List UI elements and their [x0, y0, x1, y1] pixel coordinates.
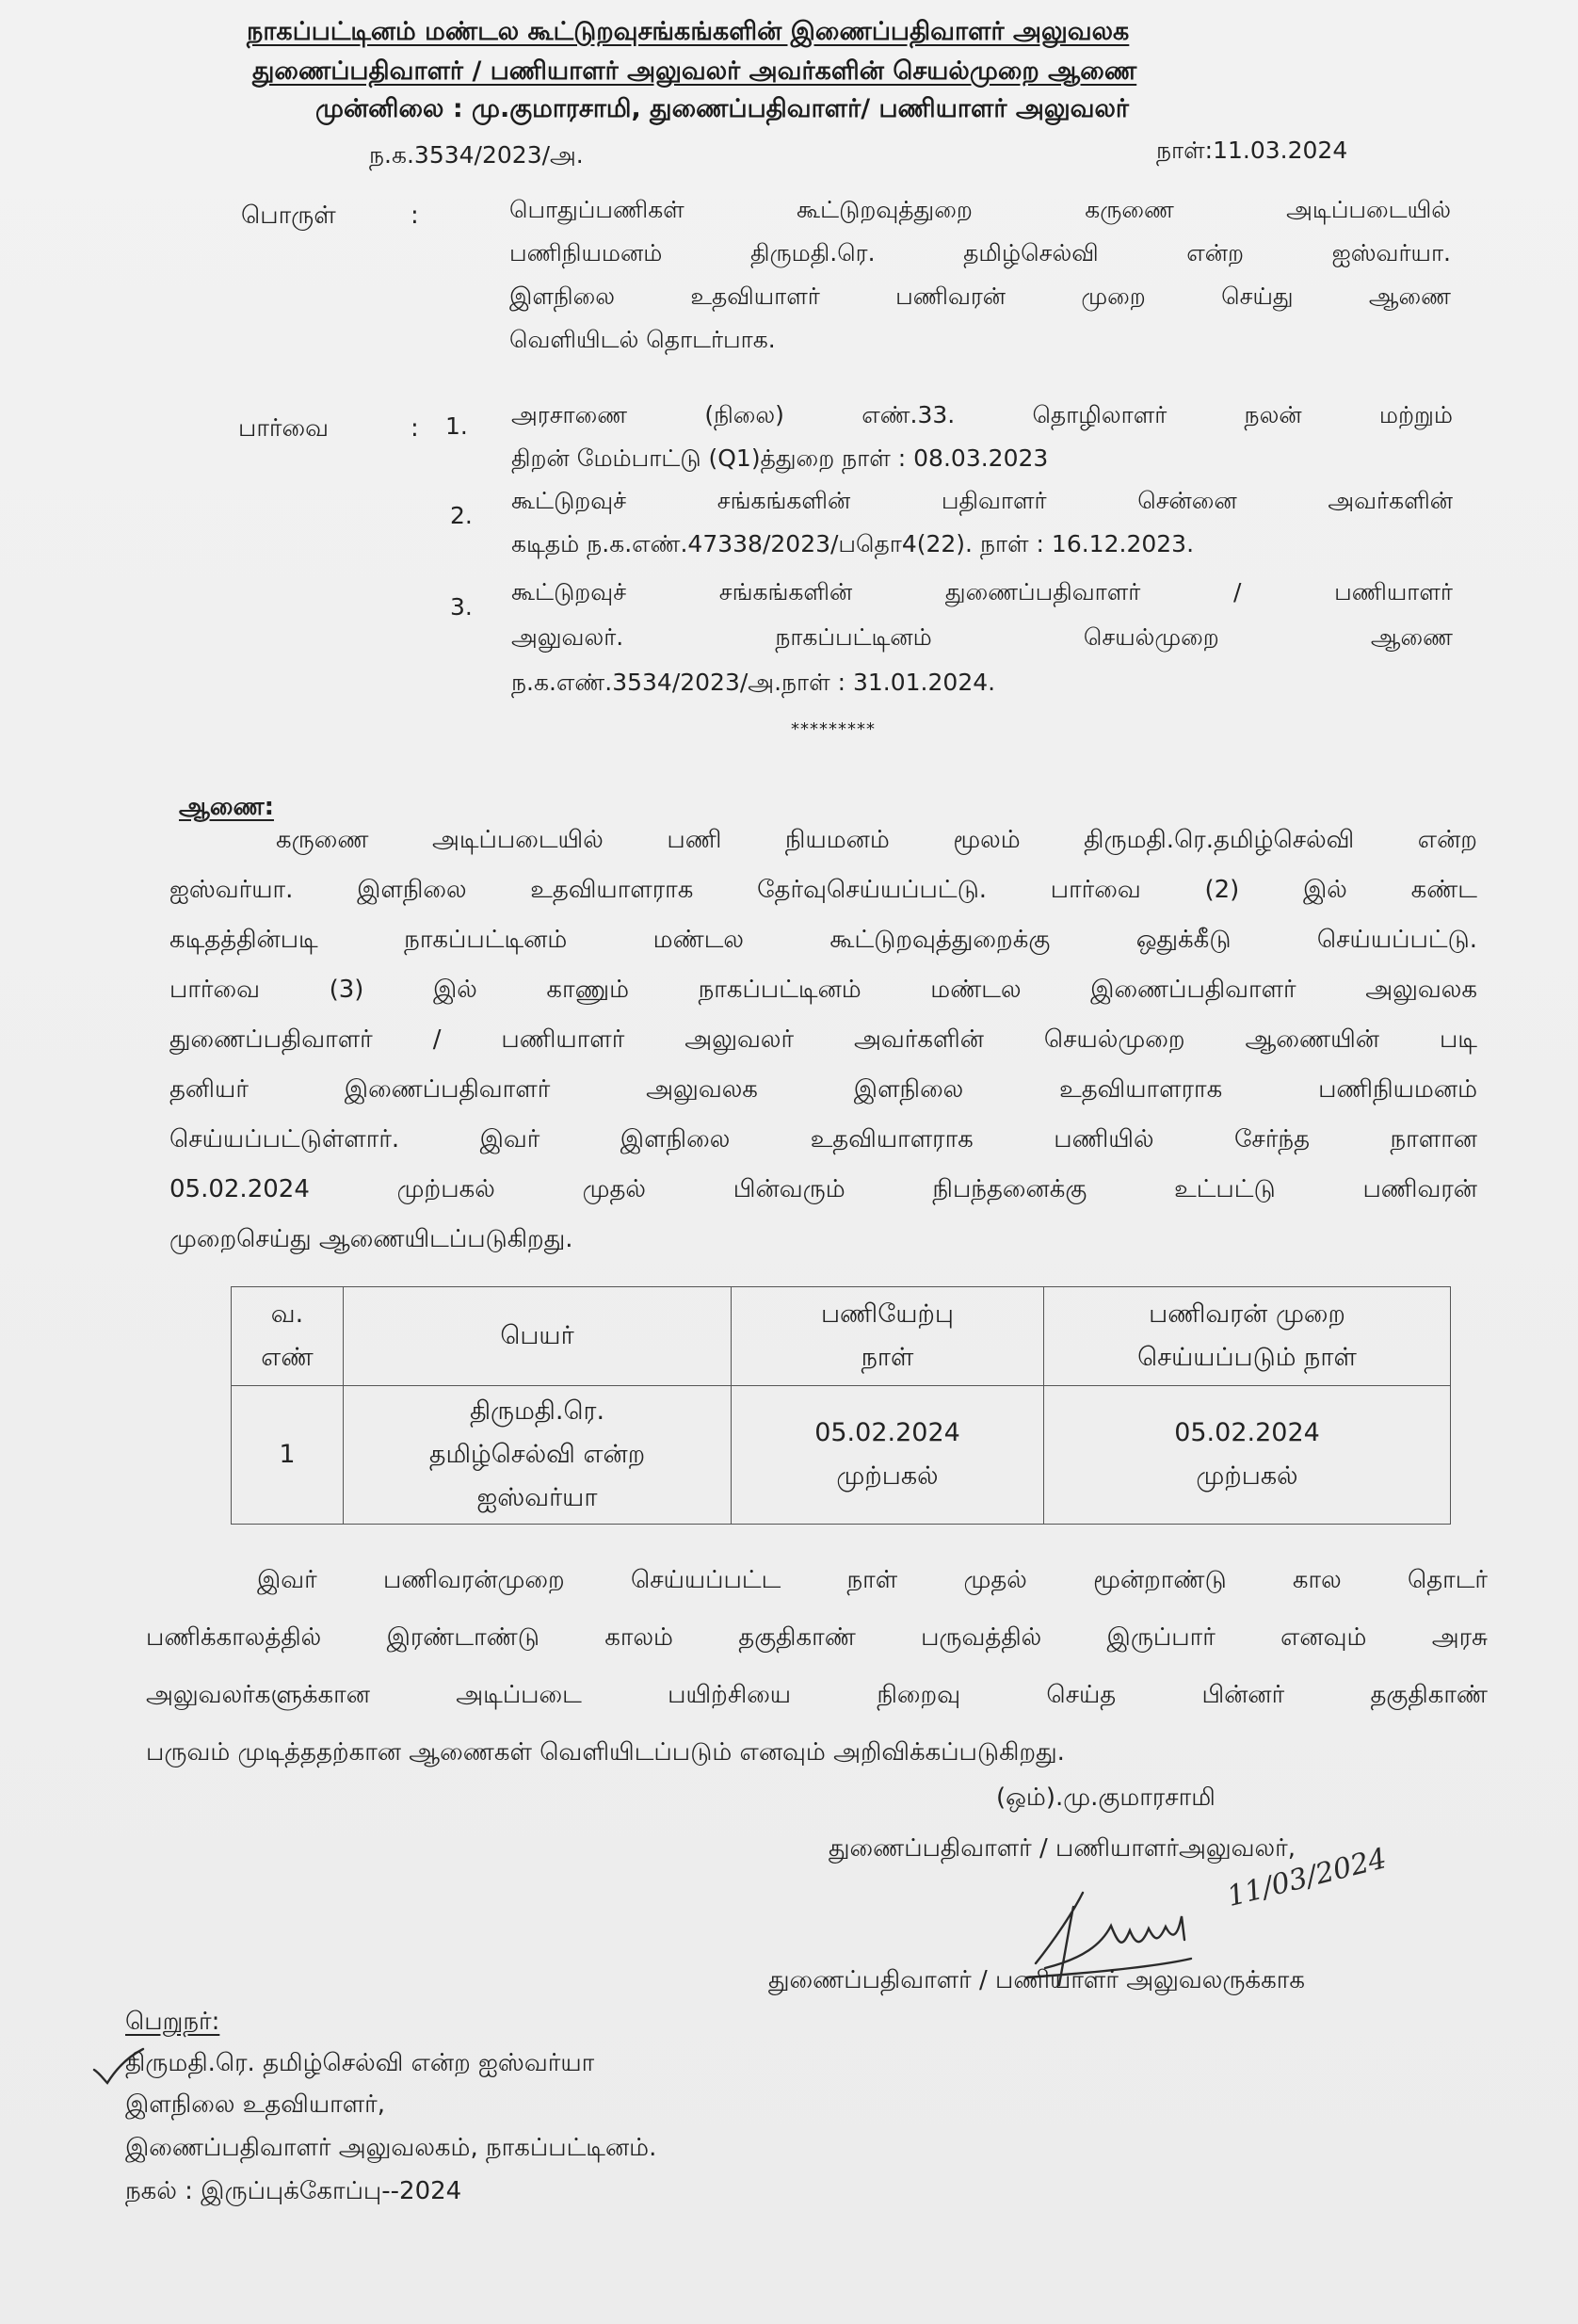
reference-line: திறன் மேம்பாட்டு (Q1)த்துறை நாள் : 08.03.2023 [511, 444, 1049, 472]
col-name-header [344, 1287, 732, 1386]
condition-line: இவர் பணிவரன்முறை செய்யப்பட்ட நாள் முதல் மூன்றாண்டு கால தொடர் [257, 1566, 1488, 1594]
reference-line: கடிதம் ந.க.எண்.47338/2023/பதொ4(22). நாள் : 16.12.2023. [511, 530, 1195, 557]
subject-line: பணிநியமனம் திருமதி.ரெ. தமிழ்செல்வி என்ற ஐஸ்வர்யா. [509, 239, 1451, 266]
signed-name: (ஒம்).மு.குமாரசாமி [996, 1783, 1216, 1812]
recipient-line: இணைப்பதிவாளர் அலுவலகம், நாகப்பட்டினம். [125, 2134, 657, 2162]
for-line: துணைப்பதிவாளர் / பணியாளர் அலுவலருக்காக [768, 1966, 1305, 1994]
signature-date: 11/03/2024 [1224, 1842, 1391, 1913]
order-date: நாள்:11.03.2024 [1156, 137, 1348, 164]
condition-line: அலுவலர்களுக்கான அடிப்படை பயிற்சியை நிறைவு செய்த பின்னர் தகுதிகாண் [146, 1681, 1488, 1709]
table-row [232, 1386, 1451, 1525]
separator: ********* [791, 719, 876, 739]
references-colon: : [411, 414, 419, 443]
header-text: எண் [261, 1343, 314, 1372]
cell-text: தமிழ்செல்வி என்ற [428, 1440, 646, 1469]
signatory-designation: துணைப்பதிவாளர் / பணியாளர்அலுவலர், [829, 1834, 1296, 1863]
order-line: பார்வை (3) இல் காணும் நாகப்பட்டினம் மண்டல இணைப்பதிவாளர் அலுவலக [169, 976, 1477, 1004]
order-line: கடிதத்தின்படி நாகப்பட்டினம் மண்டல கூட்டுறவுத்துறைக்கு ஒதுக்கீடு செய்யப்பட்டு. [169, 926, 1477, 954]
reference-num-2: 2. [450, 502, 473, 529]
header-order-title: துணைப்பதிவாளர் / பணியாளர் அலுவலர் அவர்களின் செயல்முறை ஆணை [252, 56, 1137, 86]
subject-text [509, 188, 1451, 362]
recipient-line: திருமதி.ரெ. தமிழ்செல்வி என்ற ஐஸ்வர்யா [125, 2049, 595, 2077]
recipient-line: இளநிலை உதவியாளர், [125, 2090, 386, 2119]
cell-text: 05.02.2024 [814, 1418, 960, 1447]
subject-colon: : [411, 202, 419, 230]
cell-text: முற்பகல் [1196, 1461, 1298, 1491]
order-heading: ஆணை: [179, 793, 274, 821]
col-sno-header [232, 1287, 344, 1386]
condition-line: பருவம் முடித்ததற்கான ஆணைகள் வெளியிடப்படும் எனவும் அறிவிக்கப்படுகிறது. [146, 1738, 1065, 1767]
col-joining-header [732, 1287, 1044, 1386]
reference-item-2 [511, 479, 1453, 566]
copy-to: நகல் : இருப்புக்கோப்பு--2024 [125, 2177, 462, 2205]
reference-line: ந.க.எண்.3534/2023/அ.நாள் : 31.01.2024. [511, 669, 996, 696]
cell-text: திருமதி.ரெ. [469, 1396, 605, 1426]
condition-paragraph [146, 1552, 1488, 1782]
col-regularization-header [1044, 1287, 1451, 1386]
order-line: ஐஸ்வர்யா. இளநிலை உதவியாளராக தேர்வுசெய்யப்பட்டு. பார்வை (2) இல் கண்ட [169, 876, 1477, 904]
table-header-row [232, 1287, 1451, 1386]
order-line: முறைசெய்து ஆணையிடப்படுகிறது. [169, 1225, 573, 1253]
header-text: பணியேற்பு [820, 1299, 955, 1329]
subject-label: பொருள் [241, 202, 336, 230]
condition-line: பணிக்காலத்தில் இரண்டாண்டு காலம் தகுதிகாண் பருவத்தில் இருப்பார் எனவும் அரசு [146, 1623, 1488, 1652]
cell-text: முற்பகல் [836, 1461, 939, 1491]
reference-item-1 [511, 394, 1453, 480]
reference-line: கூட்டுறவுச் சங்கங்களின் பதிவாளர் சென்னை அவர்களின் [511, 487, 1453, 514]
reference-item-3 [511, 570, 1453, 705]
cell-text: 05.02.2024 [1174, 1418, 1320, 1447]
cell-name [344, 1386, 732, 1525]
cell-joining-date [732, 1386, 1044, 1525]
header-presiding: முன்னிலை : மு.குமாரசாமி, துணைப்பதிவாளர்/ பணியாளர் அலுவலர் [315, 94, 1130, 123]
references-label: பார்வை [238, 414, 330, 443]
regularization-table [231, 1286, 1451, 1525]
reference-line: அரசாணை (நிலை) எண்.33. தொழிலாளர் நலன் மற்றும் [511, 401, 1453, 428]
cell-text: ஐஸ்வர்யா [476, 1483, 598, 1512]
reference-line: கூட்டுறவுச் சங்கங்களின் துணைப்பதிவாளர் / பணியாளர் [511, 578, 1453, 605]
order-line: கருணை அடிப்படையில் பணி நியமனம் மூலம் திருமதி.ரெ.தமிழ்செல்வி என்ற [276, 826, 1477, 854]
header-text: வ. [270, 1299, 304, 1329]
reference-line: அலுவலர். நாகப்பட்டினம் செயல்முறை ஆணை [511, 623, 1453, 651]
header-text: பெயர் [500, 1321, 574, 1350]
subject-line: இளநிலை உதவியாளர் பணிவரன் முறை செய்து ஆணை [509, 282, 1451, 310]
order-line: தனியர் இணைப்பதிவாளர் அலுவலக இளநிலை உதவியாளராக பணிநியமனம் [169, 1075, 1477, 1104]
header-text: நாள் [861, 1343, 914, 1372]
recipient-label: பெறுநர்: [125, 2008, 220, 2036]
reference-number: ந.க.3534/2023/அ. [369, 141, 584, 169]
order-line: செய்யப்பட்டுள்ளார். இவர் இளநிலை உதவியாளராக பணியில் சேர்ந்த நாளான [169, 1125, 1477, 1154]
order-body [169, 815, 1477, 1265]
cell-regularization-date [1044, 1386, 1451, 1525]
reference-num-1: 1. [445, 412, 468, 440]
cell-sno: 1 [232, 1386, 344, 1525]
subject-line: பொதுப்பணிகள் கூட்டுறவுத்துறை கருணை அடிப்படையில் [509, 196, 1451, 223]
reference-num-3: 3. [450, 593, 473, 621]
header-office: நாகப்பட்டினம் மண்டல கூட்டுறவுசங்கங்களின் இணைப்பதிவாளர் அலுவலக [247, 17, 1130, 46]
header-text: பணிவரன் முறை [1149, 1299, 1345, 1329]
header-text: செய்யப்படும் நாள் [1137, 1343, 1357, 1372]
subject-line: வெளியிடல் தொடர்பாக. [509, 326, 776, 353]
order-line: துணைப்பதிவாளர் / பணியாளர் அலுவலர் அவர்களின் செயல்முறை ஆணையின் படி [169, 1025, 1477, 1054]
order-line: 05.02.2024 முற்பகல் முதல் பின்வரும் நிபந்தனைக்கு உட்பட்டு பணிவரன் [169, 1175, 1477, 1203]
